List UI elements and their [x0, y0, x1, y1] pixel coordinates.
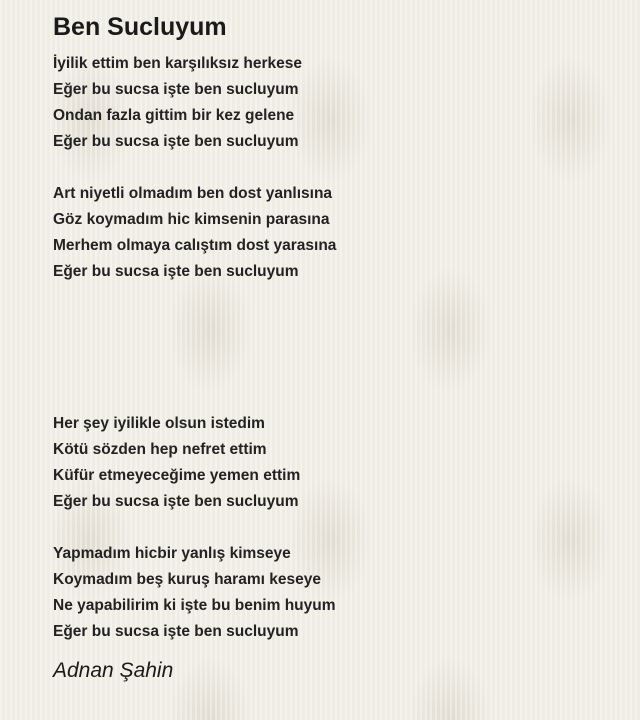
stanza — [53, 181, 336, 285]
poem-line: İyilik ettim ben karşılıksız herkese — [53, 55, 302, 72]
poem-line: Koymadım beş kuruş haramı keseye — [53, 571, 321, 588]
poem-line: Eğer bu sucsa işte ben sucluyum — [53, 623, 299, 640]
poem-line: Yapmadım hicbir yanlış kimseye — [53, 545, 291, 562]
poem-line: Eğer bu sucsa işte ben sucluyum — [53, 263, 299, 280]
poem-line: Ondan fazla gittim bir kez gelene — [53, 107, 295, 124]
stanza — [53, 411, 300, 515]
poem-title: Ben Sucluyum — [53, 13, 227, 41]
poem-line: Eğer bu sucsa işte ben sucluyum — [53, 133, 299, 150]
poem-line: Küfür etmeyeceğime yemen ettim — [53, 467, 301, 484]
poem-line: Eğer bu sucsa işte ben sucluyum — [53, 81, 299, 98]
stanza — [53, 51, 302, 155]
poem-line: Merhem olmaya calıştım dost yarasına — [53, 237, 337, 254]
poem-line: Göz koymadım hic kimsenin parasına — [53, 211, 330, 228]
poem-line: Ne yapabilirim ki işte bu benim huyum — [53, 597, 336, 614]
poem-line: Kötü sözden hep nefret ettim — [53, 441, 267, 458]
poem-line: Eğer bu sucsa işte ben sucluyum — [53, 493, 299, 510]
poem-line: Art niyetli olmadım ben dost yanlısına — [53, 185, 333, 202]
stanza — [53, 541, 336, 645]
poem-author: Adnan Şahin — [53, 659, 174, 682]
poem-line: Her şey iyilikle olsun istedim — [53, 415, 265, 432]
